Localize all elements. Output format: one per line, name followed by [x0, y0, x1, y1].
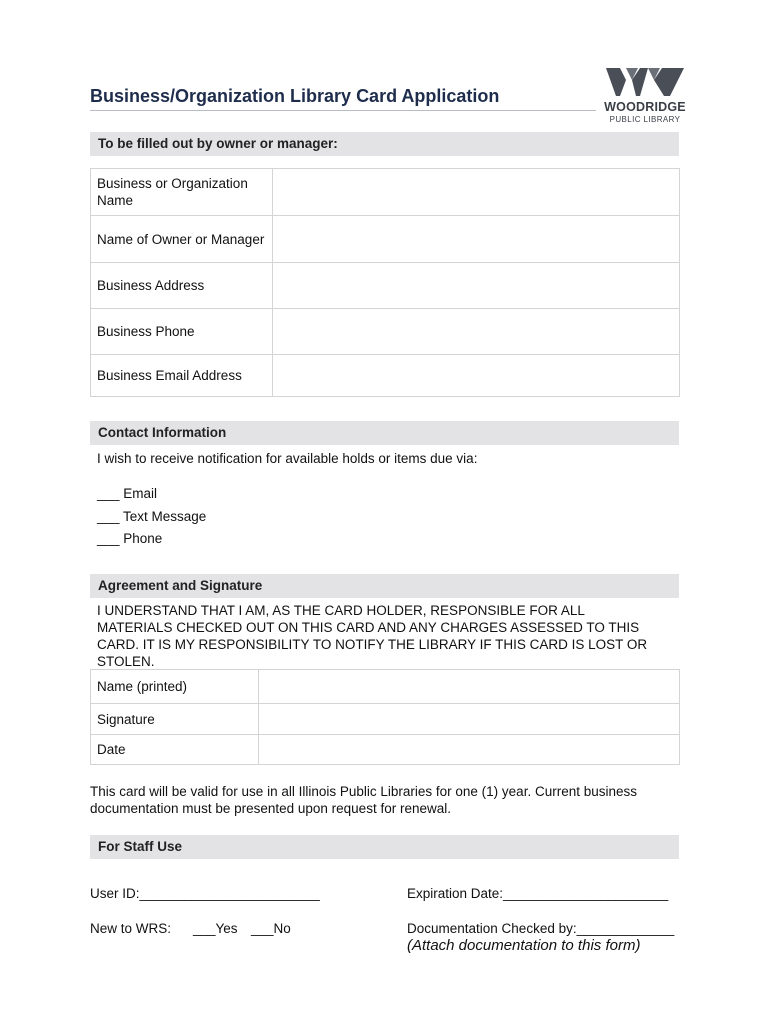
agreement-section-heading: Agreement and Signature — [90, 574, 679, 598]
table-row — [91, 704, 680, 735]
contact-section-heading: Contact Information — [90, 421, 679, 445]
library-logo — [598, 66, 692, 128]
row-label: Name (printed) — [91, 670, 259, 704]
page-title: Business/Organization Library Card Application — [90, 86, 500, 106]
business-info-table — [90, 168, 680, 397]
option-email[interactable]: ___ Email — [97, 486, 158, 501]
expiration-date-field[interactable]: Expiration Date:______________________ — [407, 886, 669, 901]
row-label: Date — [91, 735, 259, 765]
staff-section-heading: For Staff Use — [90, 835, 679, 859]
validity-note: This card will be valid for use in all Illinois Public Libraries for one (1) year. Current business documentation must be presented upon request for renewal. — [90, 784, 637, 816]
contact-intro: I wish to receive notification for available holds or items due via: — [97, 451, 478, 466]
table-row — [91, 263, 680, 309]
table-row — [91, 169, 680, 216]
agreement-text: I UNDERSTAND THAT I AM, AS THE CARD HOLDER, RESPONSIBLE FOR ALL MATERIALS CHECKED OUT ON THIS CARD AND ANY CHARGES ASSESSED TO THIS CARD. IT IS MY RESPONSIBILITY TO NOTIFY THE LIBRARY IF THIS CARD IS LOST OR STOLEN. — [97, 603, 648, 669]
signature-table — [90, 669, 680, 765]
table-row — [91, 355, 680, 397]
option-text-message[interactable]: ___ Text Message — [97, 509, 207, 524]
row-label: Name of Owner or Manager — [91, 216, 273, 263]
row-label: Business Address — [91, 263, 273, 309]
owner-section-heading: To be filled out by owner or manager: — [90, 132, 679, 156]
documentation-checked-field[interactable]: Documentation Checked by:_____________ — [407, 921, 675, 936]
business-name-field[interactable] — [273, 169, 680, 216]
row-label: Business Email Address — [91, 355, 273, 397]
logo-name: WOODRIDGE — [604, 100, 686, 114]
row-label: Signature — [91, 704, 259, 735]
new-to-wrs-no[interactable]: ___No — [251, 921, 291, 936]
table-row — [91, 670, 680, 704]
new-to-wrs-label: New to WRS: — [90, 921, 172, 936]
table-row — [91, 216, 680, 263]
user-id-field[interactable]: User ID:________________________ — [90, 886, 320, 901]
printed-name-field[interactable] — [259, 670, 680, 704]
owner-name-field[interactable] — [273, 216, 680, 263]
table-row — [91, 309, 680, 355]
date-field[interactable] — [259, 735, 680, 765]
business-address-field[interactable] — [273, 263, 680, 309]
logo-subtitle: PUBLIC LIBRARY — [609, 115, 681, 124]
attach-note: (Attach documentation to this form) — [407, 937, 641, 954]
new-to-wrs-yes[interactable]: ___Yes — [193, 921, 238, 936]
row-label: Business or Organization Name — [91, 169, 273, 216]
business-email-field[interactable] — [273, 355, 680, 397]
option-phone[interactable]: ___ Phone — [97, 531, 163, 546]
signature-field[interactable] — [259, 704, 680, 735]
w-mark-icon — [598, 66, 692, 100]
business-phone-field[interactable] — [273, 309, 680, 355]
table-row — [91, 735, 680, 765]
title-divider — [90, 110, 596, 111]
row-label: Business Phone — [91, 309, 273, 355]
